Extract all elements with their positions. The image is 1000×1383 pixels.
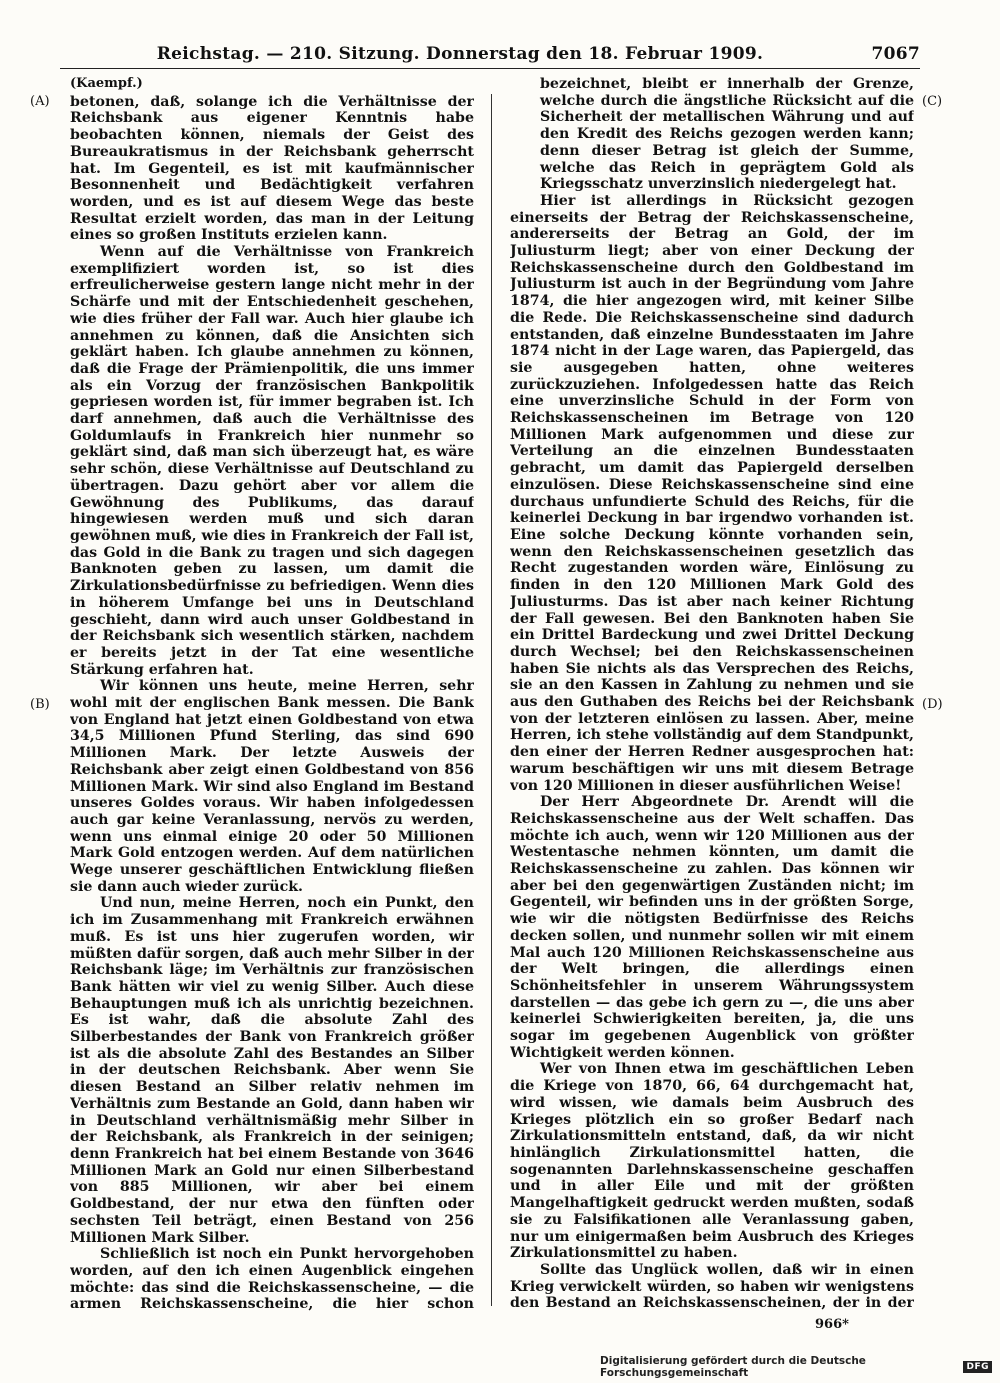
margin-marker-b: (B) bbox=[30, 697, 50, 712]
left-paragraph-2: Wenn auf die Verhältnisse von Frankreich exemplifiziert worden ist, so ist dies erfreulicherweise gestern lange nicht mehr in der Schärfe und mit der Entschiedenheit geschehen, wie dies früher der Fall war. Auch hier glaube ich annehmen zu können, daß die Ansichten sich geklärt haben. Ich glaube annehmen zu können, daß die Frage der Prämienpolitik, die uns immer als ein Vorzug der französischen Bankpolitik gepriesen worden ist, für immer begraben ist. Ich darf annehmen, daß auch die Verhältnisse des Goldumlaufs in Frankreich hier nunmehr so geklärt sind, daß man sich überzeugt hat, es wäre sehr schön, diese Verhältnisse auf Deutschland zu übertragen. Dazu gehört aber vor allem die Gewöhnung des Publikums, das darauf hingewiesen werden muß und sich daran gewöhnen muß, wie dies in Frankreich der Fall ist, das Gold in die Bank zu tragen und sich dagegen Banknoten geben zu lassen, um damit die Zirkulationsbedürfnisse zu befriedigen. Wenn dies in höherem Umfange bei uns in Deutschland geschieht, dann wird auch unser Goldbestand in der Reichsbank sich wesentlich stärken, nachdem er bereits jetzt in der Tat eine wesentliche Stärkung erfahren hat. bbox=[70, 244, 474, 678]
margin-marker-d: (D) bbox=[922, 697, 943, 712]
left-paragraph-3: Wir können uns heute, meine Herren, sehr wohl mit der englischen Bank messen. Die Bank von England hat jetzt einen Goldbestand von etwa 34,5 Millionen Pfund Sterling, das sind 690 Millionen Mark. Der letzte Ausweis der Reichsbank aber zeigt einen Goldbestand von 856 Millionen Mark. Wir sind also England im Bestand unseres Goldes voraus. Wir haben infolgedessen auch gar keine Veranlassung, nervös zu werden, wenn uns einmal einige 20 oder 50 Millionen Mark Gold entzogen werden. Auf dem natürlichen Wege unserer geschäftlichen Entwicklung fließen sie dann auch wieder zurück. bbox=[70, 678, 474, 895]
footer-text: Digitalisierung gefördert durch die Deutsche Forschungsgemeinschaft bbox=[600, 1355, 866, 1379]
right-paragraph-5: Sollte das Unglück wollen, daß wir in einen Krieg verwickelt würden, so haben wir wenigstens den Bestand an Reichskassenscheinen, der in der bbox=[510, 1261, 914, 1311]
page-number: 7067 bbox=[871, 44, 920, 64]
speaker-label: (Kaempf.) bbox=[70, 76, 143, 91]
column-divider bbox=[491, 94, 492, 1306]
right-quote-continuation: bezeichnet, bleibt er innerhalb der Grenze, welche durch die ängstliche Rücksicht auf die Sicherheit der metallischen Währung und auf den Kredit des Reichs gezogen werden kann; denn dieser Betrag ist gleich der Summe, welche das Reich in geprägtem Gold als Kriegsschatz unverzinslich niedergelegt hat. bbox=[540, 76, 914, 193]
digitization-footer bbox=[600, 1355, 992, 1379]
dfg-logo: DFG bbox=[963, 1361, 992, 1373]
margin-marker-a: (A) bbox=[30, 94, 50, 109]
right-column bbox=[510, 76, 914, 1311]
right-paragraph-4: Wer von Ihnen etwa im geschäftlichen Leben die Kriege von 1870, 66, 64 durchgemacht hat, wird wissen, wie damals beim Ausbruch des Krieges plötzlich ein so großer Bedarf nach Zirkulationsmitteln entstand, daß, da wir nicht hinlänglich Zirkulationsmittel hatten, die sogenannten Darlehnskassenscheine geschaffen und in aller Eile und mit der größten Mangelhaftigkeit gedruckt werden mußten, sodaß sie zu Falsifikationen alle Veranlassung gaben, nur um einigermaßen beim Ausbruch des Krieges Zirkulationsmittel zu haben. bbox=[510, 1061, 914, 1262]
right-paragraph-3: Der Herr Abgeordnete Dr. Arendt will die Reichskassenscheine aus der Welt schaffen. Das möchte ich auch, wenn wir 120 Millionen aus der Westentasche nehmen könnten, um damit die Reichskassenscheine zu zahlen. Das können wir aber bei den gegenwärtigen Zuständen nicht; im Gegenteil, wir befinden uns in der größten Sorge, wie wir die nötigsten Bedürfnisse des Reichs decken sollen, und nunmehr sollen wir mit einem Mal auch 120 Millionen Reichskassenscheine aus der Welt bringen, die allerdings einen Schönheitsfehler in unserem Währungssystem darstellen — das gebe ich gern zu —, die uns aber keinerlei Schwierigkeiten bereiten, ja, die uns sogar im gegebenen Augenblick von größter Wichtigkeit werden können. bbox=[510, 794, 914, 1061]
header-title: Reichstag. — 210. Sitzung. Donnerstag den 18. Februar 1909. bbox=[156, 44, 764, 64]
page-header bbox=[60, 44, 920, 68]
left-column bbox=[70, 76, 474, 1311]
left-paragraph-4: Und nun, meine Herren, noch ein Punkt, den ich im Zusammenhang mit Frankreich erwähnen muß. Es ist uns hier zugerufen worden, wir müßten dafür sorgen, daß auch mehr Silber in der Reichsbank läge; im Verhältnis zur französischen Bank hätten wir viel zu wenig Silber. Auch diese Behauptungen muß ich als unrichtig bezeichnen. Es ist wahr, daß die absolute Zahl des Silberbestandes der Bank von Frankreich größer ist als die absolute Zahl des Bestandes an Silber in der deutschen Reichsbank. Aber wenn Sie diesen Bestand an Silber relativ nehmen im Verhältnis zum Bestande an Gold, dann haben wir in Deutschland verhältnismäßig mehr Silber in der Reichsbank, als Frankreich in der seinigen; denn Frankreich hat bei einem Bestande von 3646 Millionen Mark an Gold nur einen Silberbestand von 885 Millionen, wir aber bei einem Goldbestand, der nur etwa den fünften oder sechsten Teil beträgt, einen Bestand von 256 Millionen Mark Silber. bbox=[70, 895, 474, 1246]
header-rule bbox=[60, 68, 920, 69]
margin-marker-c: (C) bbox=[922, 94, 943, 109]
left-paragraph-1: betonen, daß, solange ich die Verhältnisse der Reichsbank aus eigener Kenntnis habe beobachten können, niemals der Geist des Bureaukratismus in der Reichsbank geherrscht hat. Im Gegenteil, es ist mit kaufmännischer Besonnenheit und Bedächtigkeit verfahren worden, und es ist auf diesem Wege das beste Resultat erzielt worden, das man in der Leitung eines so großen Instituts erzielen kann. bbox=[70, 93, 474, 244]
sheet-signature: 966* bbox=[815, 1317, 849, 1332]
right-paragraph-2: Hier ist allerdings in Rücksicht gezogen einerseits der Betrag der Reichskassenscheine, andererseits der Betrag an Gold, der im Juliusturm liegt; aber von einer Deckung der Reichskassenscheine durch den Goldbestand im Juliusturm ist auch in der Begründung vom Jahre 1874, die hier angezogen wird, mit keiner Silbe die Rede. Die Reichskassenscheine sind dadurch entstanden, daß einzelne Bundesstaaten im Jahre 1874 nicht in der Lage waren, das Papiergeld, das sie ausgegeben hatten, ohne weiteres zurückzuziehen. Infolgedessen hatte das Reich eine unverzinsliche Schuld in der Form von Reichskassenscheinen im Betrage von 120 Millionen Mark aufgenommen und diese zur Verteilung an die einzelnen Bundesstaaten gebracht, um damit das Papiergeld derselben einzulösen. Diese Reichskassenscheine sind eine durchaus unfundierte Schuld des Reichs, für die keinerlei Deckung in bar irgendwo vorhanden ist. Eine solche Deckung könnte vorhanden sein, wenn den Reichskassenscheinen gesetzlich das Recht zugestanden worden wäre, Einlösung zu finden in den 120 Millionen Mark Gold des Juliusturms. Das ist aber nach keiner Richtung der Fall gewesen. Bei den Banknoten haben Sie ein Drittel Bardeckung und zwei Drittel Deckung durch Wechsel; bei den Reichskassenscheinen haben Sie nichts als das Versprechen des Reichs, sie an den Kassen in Zahlung zu nehmen und sie aus den Guthaben des Reichs bei der Reichsbank von der letzteren einlösen zu lassen. Aber, meine Herren, ich stehe vollständig auf dem Standpunkt, den einer der Herren Redner ausgesprochen hat: warum beschäftigen wir uns mit diesem Betrage von 120 Millionen in dieser ausführlichen Weise! bbox=[510, 192, 914, 794]
left-paragraph-5: Schließlich ist noch ein Punkt hervorgehoben worden, auf den ich einen Augenblick eingehen möchte: das sind die Reichskassenscheine, — die armen Reichskassenscheine, die hier schon bbox=[70, 1246, 474, 1311]
